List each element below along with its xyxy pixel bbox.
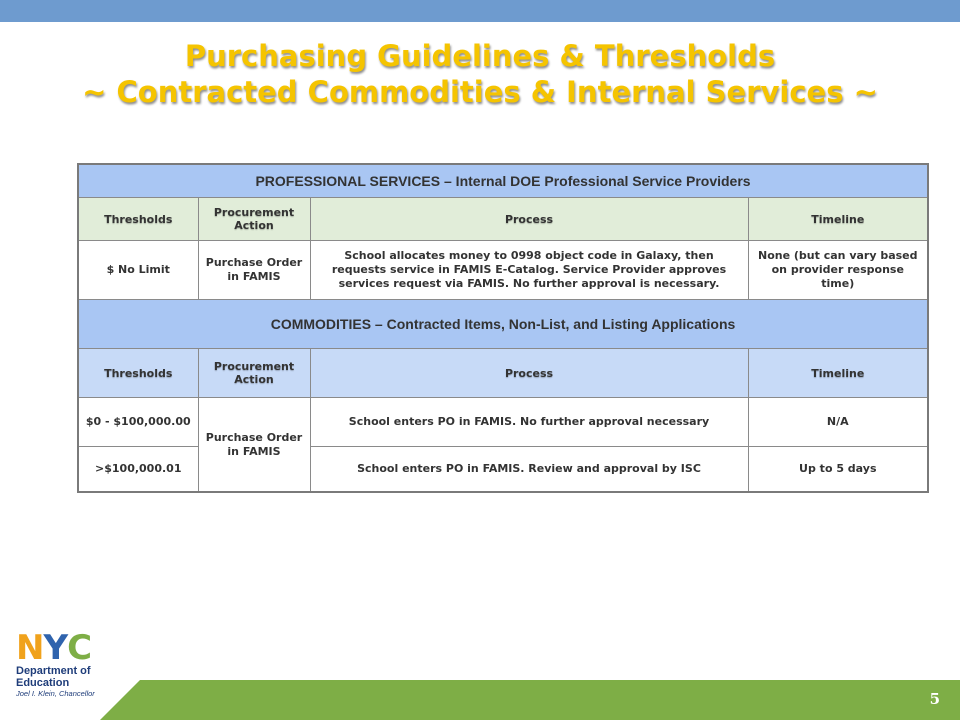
timeline-cell: None (but can vary based on provider response time) (748, 241, 928, 300)
threshold-cell: $0 - $100,000.00 (78, 398, 198, 447)
nyc-wordmark (16, 628, 126, 668)
timeline-cell: Up to 5 days (748, 447, 928, 493)
column-header-timeline: Timeline (748, 349, 928, 398)
column-header-timeline: Timeline (748, 198, 928, 241)
process-cell: School allocates money to 0998 object code in Galaxy, then requests service in FAMIS E-Catalog. Service Provider approves services request via FAMIS. No further approval is necessary. (310, 241, 748, 300)
column-header-row (78, 198, 928, 241)
timeline-cell: N/A (748, 398, 928, 447)
table-row (78, 398, 928, 447)
logo-department-line: Department of (16, 665, 91, 677)
procurement-action-cell: Purchase Order in FAMIS (198, 241, 310, 300)
page-number: 5 (929, 690, 940, 708)
logo-letter-c: C (67, 628, 91, 668)
threshold-cell: $ No Limit (78, 241, 198, 300)
column-header-procurement-action: Procurement Action (198, 198, 310, 241)
section-heading-professional-services: PROFESSIONAL SERVICES – Internal DOE Professional Service Providers (78, 164, 928, 198)
procurement-action-cell: Purchase Order in FAMIS (198, 398, 310, 493)
title-line-2: ~ Contracted Commodities & Internal Services ~ (82, 75, 878, 109)
guidelines-table (77, 163, 929, 493)
slide-title (0, 38, 960, 110)
logo-chancellor-line: Joel I. Klein, Chancellor (16, 689, 95, 698)
threshold-cell: >$100,000.01 (78, 447, 198, 493)
column-header-row (78, 349, 928, 398)
logo-letter-n: N (16, 628, 43, 668)
section-heading-commodities: COMMODITIES – Contracted Items, Non-List, and Listing Applications (78, 300, 928, 349)
logo-education-line: Education (16, 677, 70, 689)
column-header-thresholds: Thresholds (78, 198, 198, 241)
title-line-1: Purchasing Guidelines & Thresholds (184, 39, 776, 73)
nyc-doe-logo (16, 628, 126, 713)
top-accent-bar (0, 0, 960, 22)
section-header-row (78, 164, 928, 198)
column-header-procurement-action: Procurement Action (198, 349, 310, 398)
table-row (78, 241, 928, 300)
section-header-row (78, 300, 928, 349)
process-cell: School enters PO in FAMIS. Review and approval by ISC (310, 447, 748, 493)
column-header-process: Process (310, 198, 748, 241)
footer-bar (100, 680, 960, 720)
column-header-thresholds: Thresholds (78, 349, 198, 398)
column-header-process: Process (310, 349, 748, 398)
process-cell: School enters PO in FAMIS. No further approval necessary (310, 398, 748, 447)
logo-letter-y: Y (43, 628, 67, 668)
